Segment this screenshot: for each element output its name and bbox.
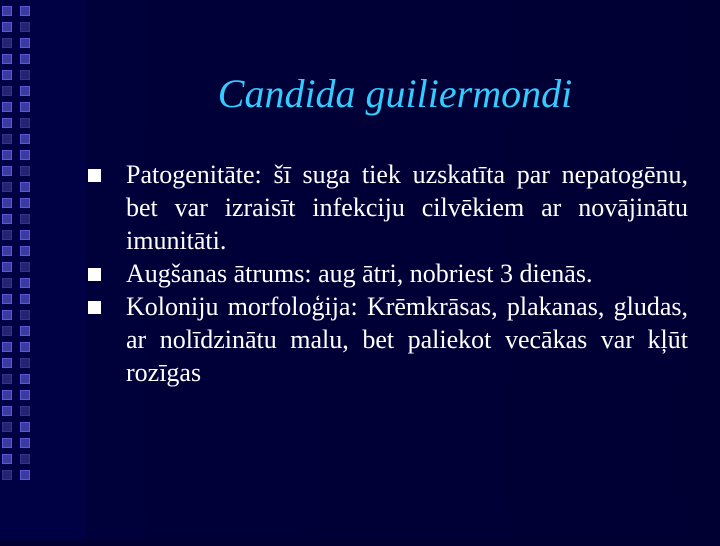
decorative-square: [2, 182, 12, 192]
decorative-square: [20, 38, 30, 48]
decorative-square: [2, 214, 12, 224]
decorative-square: [20, 54, 30, 64]
decorative-square: [20, 310, 30, 320]
decorative-square: [2, 102, 12, 112]
bullet-item: [88, 158, 688, 257]
decorative-square: [20, 134, 30, 144]
decorative-square: [20, 390, 30, 400]
decorative-square: [20, 342, 30, 352]
decorative-square: [20, 230, 30, 240]
slide-title: Candida guiliermondi: [217, 71, 573, 116]
bullet-item: [88, 257, 688, 290]
decorative-square: [20, 438, 30, 448]
decorative-square: [20, 374, 30, 384]
decorative-square: [2, 70, 12, 80]
decorative-square: [2, 54, 12, 64]
decorative-square: [2, 374, 12, 384]
decorative-square: [2, 86, 12, 96]
decorative-square: [2, 358, 12, 368]
bullet-square-icon: [88, 301, 101, 314]
decorative-square: [20, 118, 30, 128]
bullet-item: [88, 290, 688, 389]
decorative-square: [20, 406, 30, 416]
decorative-square: [20, 422, 30, 432]
bullet-list: [88, 158, 688, 389]
decorative-square: [2, 454, 12, 464]
decorative-square: [2, 390, 12, 400]
decorative-square: [20, 198, 30, 208]
decorative-square: [2, 118, 12, 128]
decorative-square: [20, 294, 30, 304]
decorative-square: [20, 214, 30, 224]
decorative-square: [20, 6, 30, 16]
decorative-square: [20, 470, 30, 480]
decorative-square-column: [20, 0, 32, 546]
decorative-square: [2, 38, 12, 48]
decorative-square: [20, 358, 30, 368]
decorative-square: [2, 22, 12, 32]
bullet-text: Augšanas ātrums: aug ātri, nobriest 3 dienās.: [126, 259, 593, 288]
decorative-square: [2, 422, 12, 432]
decorative-square: [20, 86, 30, 96]
decorative-square: [2, 230, 12, 240]
bullet-text: Patogenitāte: šī suga tiek uzskatīta par nepatogēnu, bet var izraisīt infekciju cilvēkiem ar novājinātu imunitāti.: [126, 160, 688, 255]
decorative-square: [20, 278, 30, 288]
decorative-square: [20, 150, 30, 160]
decorative-left-strip: [0, 0, 86, 540]
decorative-square: [2, 166, 12, 176]
decorative-square: [20, 182, 30, 192]
decorative-square: [2, 326, 12, 336]
decorative-square: [2, 6, 12, 16]
decorative-square: [2, 262, 12, 272]
decorative-square: [20, 246, 30, 256]
decorative-square: [20, 262, 30, 272]
decorative-square: [20, 326, 30, 336]
decorative-square: [2, 294, 12, 304]
decorative-square: [2, 342, 12, 352]
decorative-square: [2, 310, 12, 320]
decorative-square: [2, 198, 12, 208]
decorative-square: [2, 470, 12, 480]
decorative-square: [20, 454, 30, 464]
decorative-square: [2, 134, 12, 144]
decorative-square: [20, 166, 30, 176]
decorative-square: [2, 438, 12, 448]
decorative-square: [2, 246, 12, 256]
decorative-square: [2, 278, 12, 288]
bullet-square-icon: [88, 169, 101, 182]
decorative-square-column: [2, 0, 14, 546]
decorative-square: [20, 70, 30, 80]
decorative-square: [20, 22, 30, 32]
decorative-square: [2, 406, 12, 416]
bullet-text: Koloniju morfoloģija: Krēmkrāsas, plakanas, gludas, ar nolīdzinātu malu, bet paliekot vecākas var kļūt rozīgas: [126, 292, 688, 387]
decorative-square: [2, 150, 12, 160]
bullet-square-icon: [88, 268, 101, 281]
decorative-square: [20, 102, 30, 112]
